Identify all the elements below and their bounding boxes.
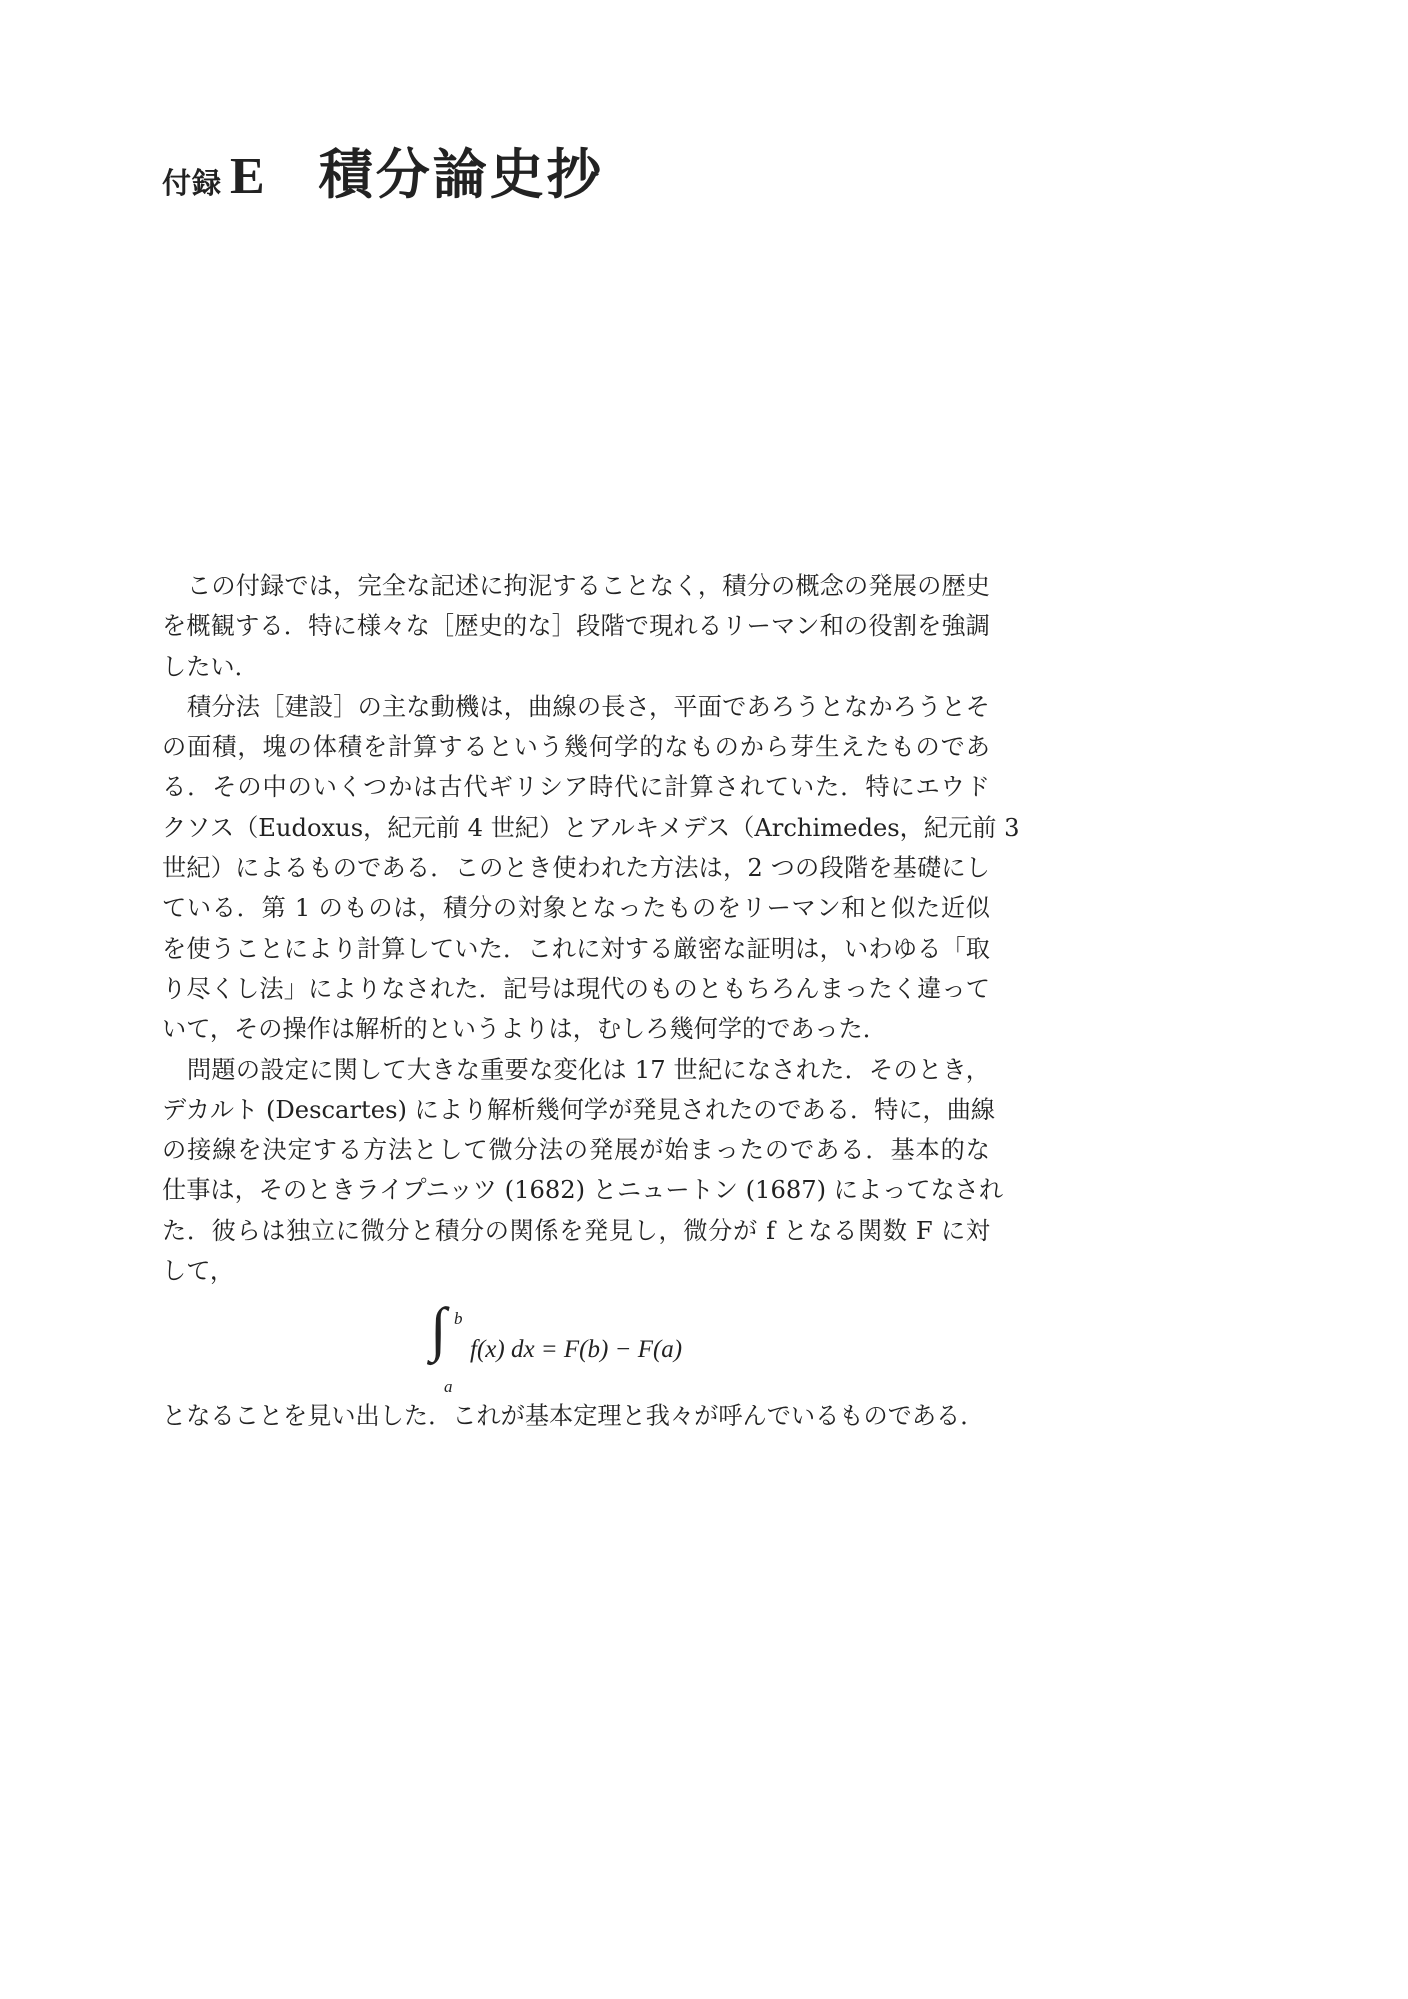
text-line: 世紀）によるものである．このとき使われた方法は，2 つの段階を基礎にし bbox=[162, 854, 990, 883]
paragraph-17th-century bbox=[162, 1050, 1004, 1292]
text-line: を概観する．特に様々な［歴史的な］段階で現れるリーマン和の役割を強調 bbox=[162, 612, 990, 641]
text-line: 問題の設定に関して大きな重要な変化は 17 世紀になされた．そのとき， bbox=[187, 1055, 990, 1084]
display-equation bbox=[162, 1291, 990, 1396]
upper-limit: b bbox=[454, 1309, 463, 1329]
text-line: を使うことにより計算していた．これに対する厳密な証明は，いわゆる「取 bbox=[162, 934, 990, 963]
paragraph-motivation bbox=[162, 687, 1020, 1050]
integral-sign: ∫ bbox=[430, 1296, 447, 1363]
paragraph-conclusion bbox=[162, 1396, 990, 1436]
chapter-title: 積分論史抄 bbox=[318, 142, 604, 206]
chapter-heading bbox=[162, 132, 604, 209]
text-line: したい． bbox=[162, 652, 259, 681]
text-line: る．その中のいくつかは古代ギリシア時代に計算されていた．特にエウド bbox=[162, 773, 990, 802]
text-line: た．彼らは独立に微分と積分の関係を発見し，微分が f となる関数 F に対 bbox=[162, 1216, 990, 1245]
text-line: 仕事は，そのときライプニッツ (1682) とニュートン (1687) によってなされ bbox=[162, 1176, 1004, 1205]
fundamental-theorem-formula bbox=[430, 1296, 730, 1397]
text-line: の面積，塊の体積を計算するという幾何学的なものから芽生えたものであ bbox=[162, 733, 990, 762]
formula-expression: f(x) dx = F(b) − F(a) bbox=[470, 1336, 683, 1364]
text-line: り尽くし法」によりなされた．記号は現代のものともちろんまったく違って bbox=[162, 974, 990, 1003]
appendix-letter: E bbox=[230, 148, 265, 205]
paragraph-intro bbox=[162, 566, 990, 687]
text-line: の接線を決定する方法として微分法の発展が始まったのである．基本的な bbox=[162, 1136, 990, 1165]
text-line: して， bbox=[162, 1257, 235, 1286]
text-line: この付録では，完全な記述に拘泥することなく，積分の概念の発展の歴史 bbox=[187, 572, 990, 600]
appendix-label: 付録 bbox=[162, 166, 223, 200]
text-line: 積分法［建設］の主な動機は，曲線の長さ，平面であろうとなかろうとそ bbox=[187, 692, 990, 721]
lower-limit: a bbox=[444, 1377, 453, 1397]
text-line: クソス（Eudoxus，紀元前 4 世紀）とアルキメデス（Archimedes，紀元前 3 bbox=[162, 813, 1020, 842]
text-line: いて，その操作は解析的というよりは，むしろ幾何学的であった． bbox=[162, 1015, 887, 1044]
text-line: ている．第 1 のものは，積分の対象となったものをリーマン和と似た近似 bbox=[162, 894, 990, 923]
text-line: デカルト (Descartes) により解析幾何学が発見されたのである．特に，曲線 bbox=[162, 1095, 996, 1124]
text-line: となることを見い出した．これが基本定理と我々が呼んでいるものである． bbox=[162, 1402, 985, 1431]
body-text bbox=[162, 566, 1020, 1437]
